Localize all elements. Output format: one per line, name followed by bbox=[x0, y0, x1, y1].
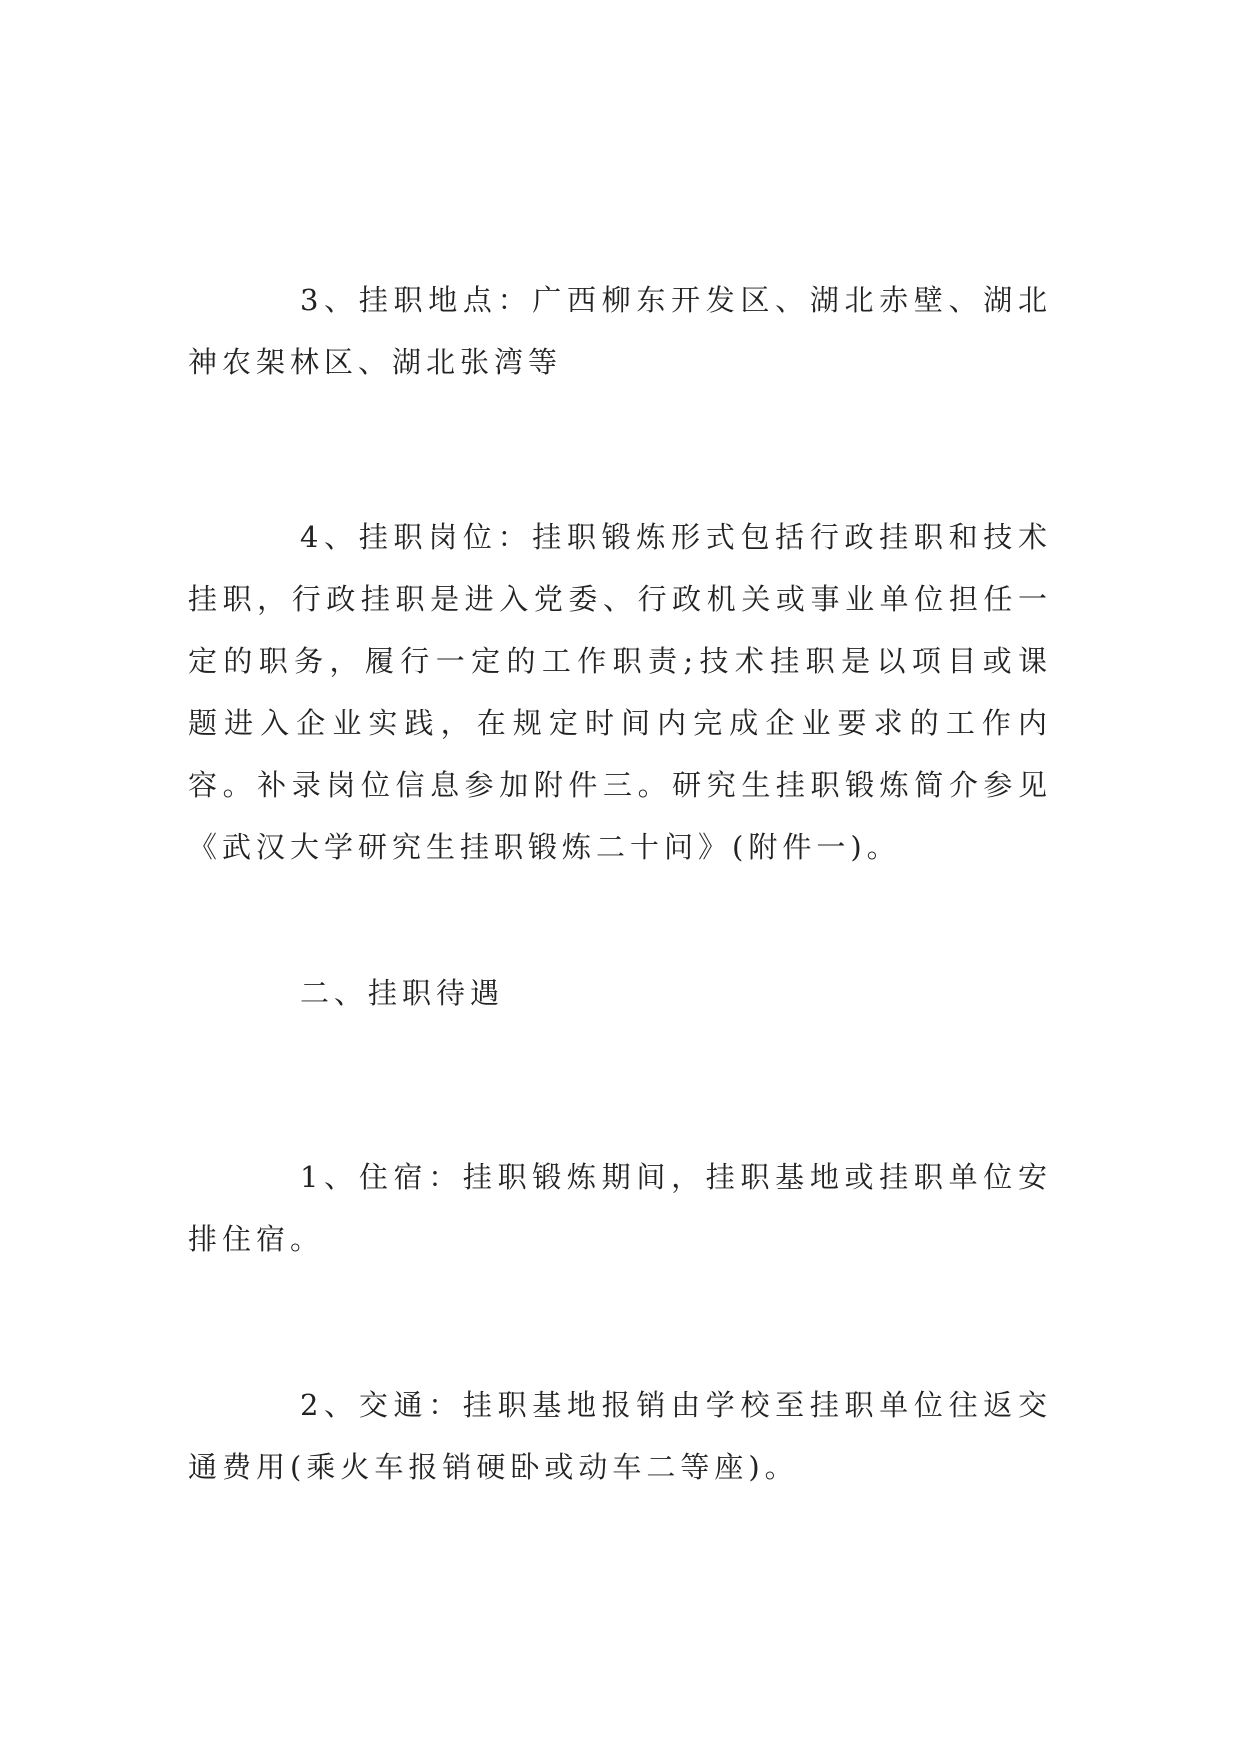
paragraph-location: 3、挂职地点：广西柳东开发区、湖北赤壁、湖北神农架林区、湖北张湾等 bbox=[188, 283, 1052, 379]
paragraph-transportation: 2、交通：挂职基地报销由学校至挂职单位往返交通费用(乘火车报销硬卧或动车二等座)。 bbox=[188, 1388, 1052, 1484]
section-heading-benefits: 二、挂职待遇 bbox=[300, 976, 505, 1010]
paragraph-position: 4、挂职岗位：挂职锻炼形式包括行政挂职和技术挂职，行政挂职是进入党委、行政机关或事业单位担任一定的职务，履行一定的工作职责;技术挂职是以项目或课题进入企业实践，在规定时间内完成企业要求的工作内容。补录岗位信息参加附件三。研究生挂职锻炼简介参见《武汉大学研究生挂职锻炼二十问》(附件一)。 bbox=[188, 520, 1052, 864]
paragraph-accommodation: 1、住宿：挂职锻炼期间，挂职基地或挂职单位安排住宿。 bbox=[188, 1160, 1052, 1256]
